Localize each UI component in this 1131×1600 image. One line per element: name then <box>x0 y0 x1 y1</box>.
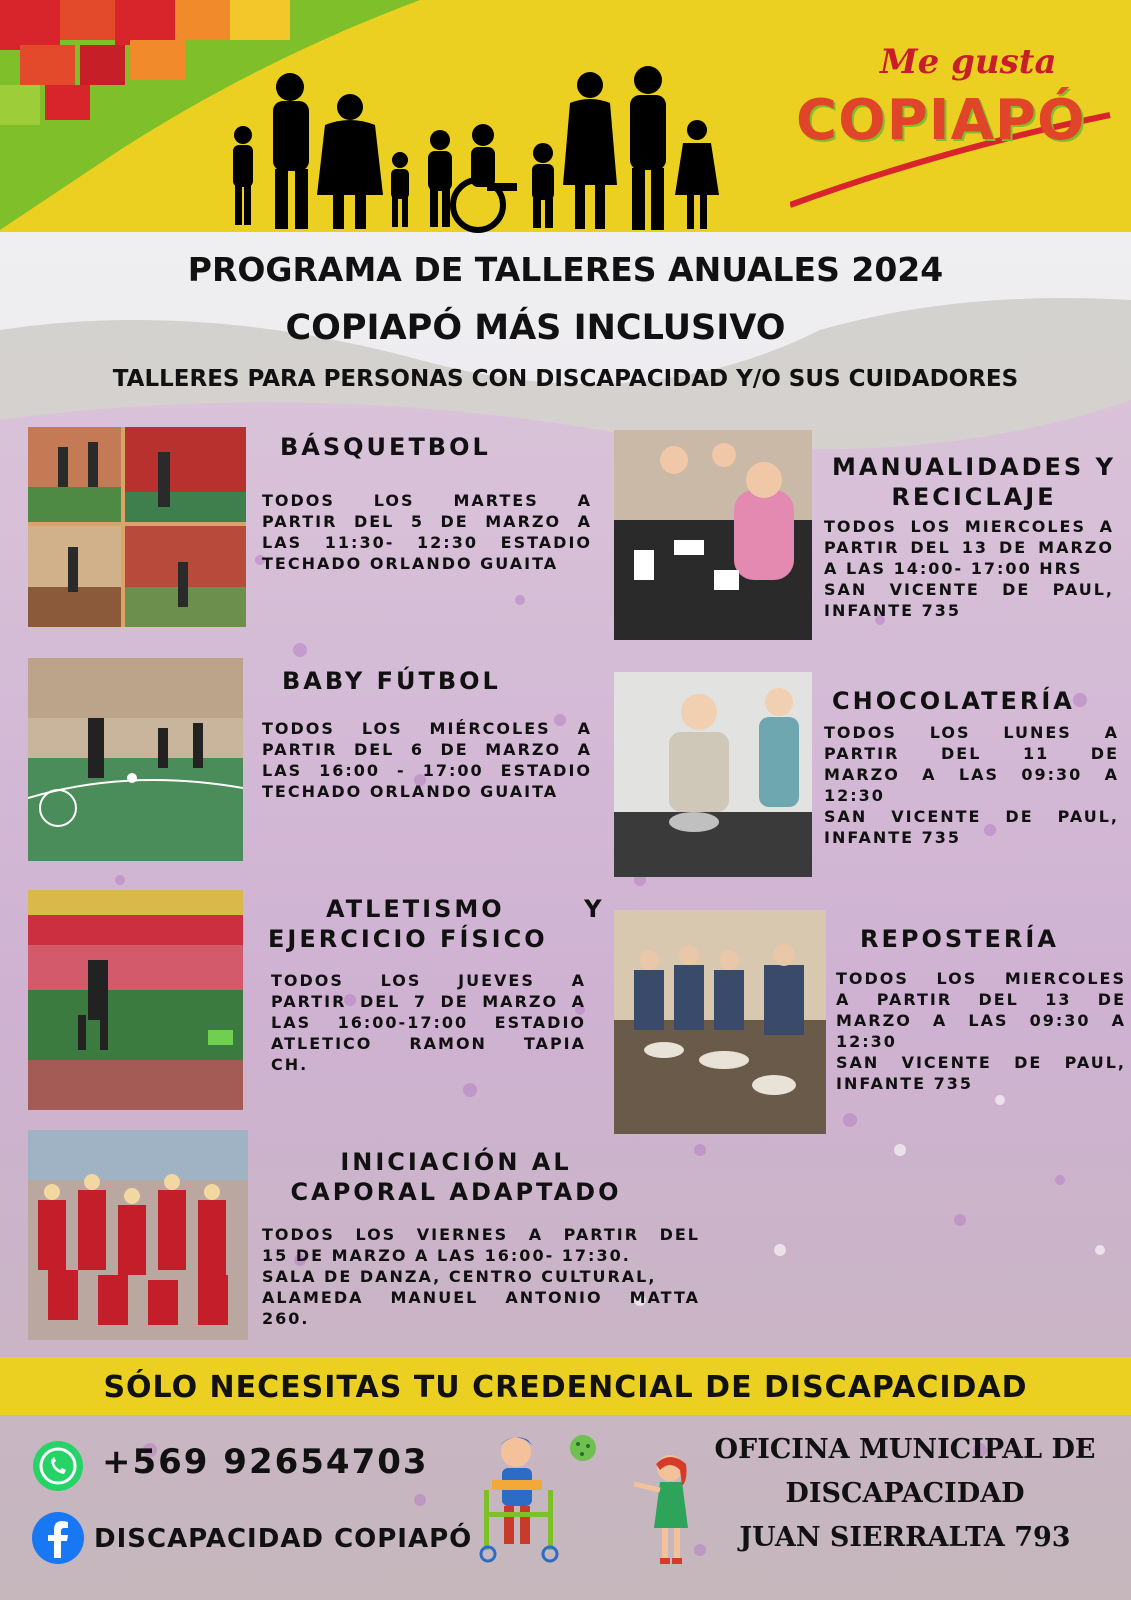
caporal-line-1: TODOS LOS VIERNES A PARTIR DEL <box>262 1225 700 1244</box>
atletismo-line-2: PARTIR DEL 7 DE MARZO A <box>271 992 586 1011</box>
manualidades-title-line-2: RECICLAJE <box>891 483 1057 511</box>
basquetbol-line-4: TECHADO ORLANDO GUAITA <box>262 554 559 573</box>
reposteria-line-2: A PARTIR DEL 13 DE <box>836 990 1126 1009</box>
reposteria-line-3: MARZO A LAS 09:30 A <box>836 1011 1126 1030</box>
manualidades-title-line-1: MANUALIDADES Y <box>832 453 1116 481</box>
facebook-icon[interactable] <box>30 1510 86 1566</box>
atletismo-title <box>268 894 605 954</box>
caporal-line-3: SALA DE DANZA, CENTRO CULTURAL, <box>262 1267 657 1286</box>
manualidades-photo <box>614 430 812 640</box>
atletismo-title-line-2: EJERCICIO FÍSICO <box>268 925 548 953</box>
chocolateria-photo <box>614 672 812 877</box>
whatsapp-icon[interactable] <box>30 1438 86 1494</box>
me-gusta-copiapo-logo <box>790 40 1120 210</box>
program-subtitle: COPIAPÓ MÁS INCLUSIVO <box>285 308 786 348</box>
manualidades-line-5: INFANTE 735 <box>824 601 962 620</box>
baby-futbol-schedule <box>262 718 592 802</box>
manualidades-schedule <box>824 516 1114 621</box>
chocolateria-schedule <box>824 722 1119 848</box>
logo-word: COPIAPÓ <box>796 88 1086 153</box>
baby-futbol-line-3: LAS 16:00 - 17:00 ESTADIO <box>262 761 592 780</box>
manualidades-line-1: TODOS LOS MIERCOLES A <box>824 517 1114 536</box>
basquetbol-schedule <box>262 490 592 574</box>
reposteria-line-1: TODOS LOS MIERCOLES <box>836 969 1126 988</box>
manualidades-line-2: PARTIR DEL 13 DE MARZO <box>824 538 1114 557</box>
manualidades-line-4: SAN VICENTE DE PAUL, <box>824 580 1114 599</box>
office-name-line-2: DISCAPACIDAD <box>785 1478 1025 1509</box>
atletismo-title-line-1: ATLETISMO Y <box>326 895 605 923</box>
basquetbol-title: BÁSQUETBOL <box>280 433 491 461</box>
atletismo-schedule <box>271 970 586 1075</box>
manualidades-title <box>826 452 1122 512</box>
reposteria-line-6: INFANTE 735 <box>836 1074 974 1093</box>
basquetbol-line-1: TODOS LOS MARTES A <box>262 491 592 510</box>
office-address: JUAN SIERRALTA 793 <box>739 1522 1071 1553</box>
chocolateria-line-6: INFANTE 735 <box>824 828 962 847</box>
caporal-title <box>276 1147 636 1207</box>
reposteria-line-5: SAN VICENTE DE PAUL, <box>836 1053 1126 1072</box>
baby-futbol-title: BABY FÚTBOL <box>282 667 501 695</box>
program-title: PROGRAMA DE TALLERES ANUALES 2024 <box>187 250 944 289</box>
manualidades-line-3: A LAS 14:00- 17:00 HRS <box>824 559 1083 578</box>
chocolateria-line-4: 12:30 <box>824 786 885 805</box>
family-silhouette-icon <box>225 65 735 235</box>
reposteria-photo <box>614 910 826 1134</box>
atletismo-line-1: TODOS LOS JUEVES A <box>271 971 586 990</box>
caporal-photo <box>28 1130 248 1340</box>
chocolateria-line-2: PARTIR DEL 11 DE <box>824 744 1119 763</box>
atletismo-photo <box>28 890 243 1110</box>
reposteria-title: REPOSTERÍA <box>860 925 1059 953</box>
logo-tagline: Me gusta <box>880 42 1057 82</box>
baby-futbol-line-1: TODOS LOS MIÉRCOLES A <box>262 719 592 738</box>
office-name-line-1: OFICINA MUNICIPAL DE <box>714 1434 1096 1465</box>
caporal-title-line-2: CAPORAL ADAPTADO <box>290 1178 622 1206</box>
baby-futbol-photo <box>28 658 243 861</box>
caporal-line-5: 260. <box>262 1309 310 1328</box>
basquetbol-line-2: PARTIR DEL 5 DE MARZO A <box>262 512 592 531</box>
caporal-schedule <box>262 1224 700 1329</box>
caporal-line-4: ALAMEDA MANUEL ANTONIO MATTA <box>262 1288 700 1307</box>
girl-icon <box>630 1450 700 1570</box>
basquetbol-photo <box>28 427 246 627</box>
program-audience: TALLERES PARA PERSONAS CON DISCAPACIDAD Y/O SUS CUIDADORES <box>112 366 1019 392</box>
chocolateria-title: CHOCOLATERÍA <box>832 687 1075 715</box>
chocolateria-line-3: MARZO A LAS 09:30 A <box>824 765 1119 784</box>
wheelchair-child-icon <box>478 1430 608 1570</box>
atletismo-line-5: CH. <box>271 1055 309 1074</box>
facebook-page[interactable]: DISCAPACIDAD COPIAPÓ <box>94 1524 473 1554</box>
basquetbol-line-3: LAS 11:30- 12:30 ESTADIO <box>262 533 592 552</box>
baby-futbol-line-2: PARTIR DEL 6 DE MARZO A <box>262 740 592 759</box>
caporal-line-2: 15 DE MARZO A LAS 16:00- 17:30. <box>262 1246 631 1265</box>
reposteria-line-4: 12:30 <box>836 1032 897 1051</box>
chocolateria-line-1: TODOS LOS LUNES A <box>824 723 1119 742</box>
reposteria-schedule <box>836 968 1126 1094</box>
phone-number[interactable]: +569 92654703 <box>102 1442 429 1482</box>
atletismo-line-4: ATLETICO RAMON TAPIA <box>271 1034 586 1053</box>
caporal-title-line-1: INICIACIÓN AL <box>340 1148 572 1176</box>
atletismo-line-3: LAS 16:00-17:00 ESTADIO <box>271 1013 586 1032</box>
chocolateria-line-5: SAN VICENTE DE PAUL, <box>824 807 1119 826</box>
baby-futbol-line-4: TECHADO ORLANDO GUAITA <box>262 782 559 801</box>
credential-banner-text: SÓLO NECESITAS TU CREDENCIAL DE DISCAPACIDAD <box>103 1370 1028 1405</box>
